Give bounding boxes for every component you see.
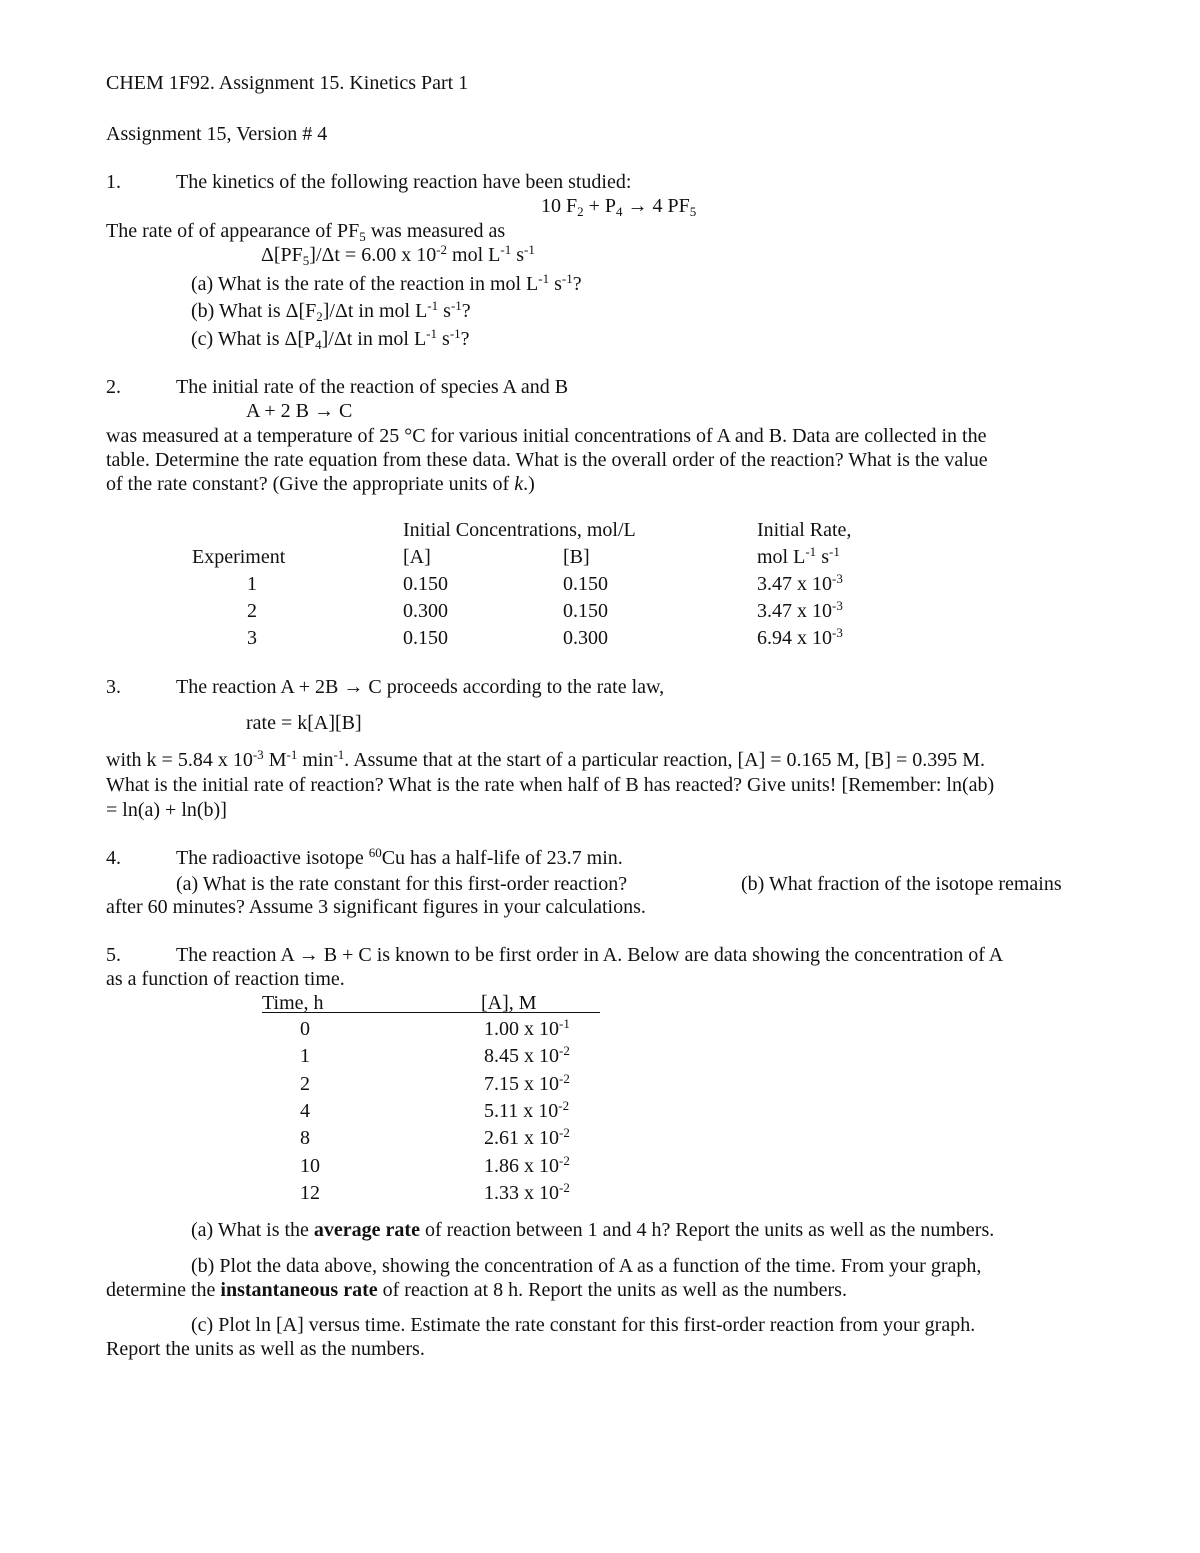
table-cell-experiment: 2 bbox=[247, 600, 257, 622]
q3-text-line3: = ln(a) + ln(b)] bbox=[106, 799, 227, 821]
table-cell-conc: 1.00 x $10^{-1}$ bbox=[484, 1016, 570, 1040]
table-cell-conc: 8.45 x $10^{-2}$ bbox=[484, 1043, 570, 1067]
table-cell-time: 4 bbox=[300, 1100, 310, 1122]
q5-part-c-line1: (c) Plot ln [A] versus time. Estimate the rate constant for this first-order reaction from your graph. bbox=[191, 1314, 976, 1336]
table-cell-conc-a: 0.150 bbox=[403, 573, 448, 595]
table-cell-conc-a: 0.150 bbox=[403, 627, 448, 649]
q5-intro-line2: as a function of reaction time. bbox=[106, 968, 345, 990]
q5-table-col-time: Time, h bbox=[262, 992, 324, 1014]
q4-part-b: (b) What fraction of the isotope remains bbox=[741, 873, 1062, 895]
q1-intro: The kinetics of the following reaction have been studied: bbox=[176, 171, 632, 193]
q2-text-line2: table. Determine the rate equation from these data. What is the overall order of the reaction? What is the value bbox=[106, 449, 988, 471]
q5-part-b-line2: determine the instantaneous rate of reaction at 8 h. Report the units as well as the numbers. bbox=[106, 1279, 847, 1301]
table-cell-conc-b: 0.300 bbox=[563, 627, 608, 649]
q2-equation: A + 2 B → C bbox=[246, 400, 353, 422]
q2-intro: The initial rate of the reaction of species A and B bbox=[176, 376, 569, 398]
q4-number: 4. bbox=[106, 847, 121, 869]
table-cell-time: 1 bbox=[300, 1045, 310, 1067]
course-title: CHEM 1F92. Assignment 15. Kinetics Part 1 bbox=[106, 72, 469, 94]
table-cell-rate: 3.47 x $10^{-3}$ bbox=[757, 598, 843, 622]
q4-text-line2: after 60 minutes? Assume 3 significant figures in your calculations. bbox=[106, 896, 646, 918]
table-cell-conc: 7.15 x $10^{-2}$ bbox=[484, 1071, 570, 1095]
q1-rate-value: $\Delta[PF_5]/\Delta t = 6.00$ x $10^{-2}$ mol $L^{-1}$ $s^{-1}$ bbox=[261, 242, 535, 268]
table-cell-time: 0 bbox=[300, 1018, 310, 1040]
table-cell-conc: 1.33 x $10^{-2}$ bbox=[484, 1180, 570, 1204]
table-cell-experiment: 1 bbox=[247, 573, 257, 595]
q1-measured-text: The rate of of appearance of $PF_5$ was measured as bbox=[106, 220, 506, 244]
q3-rate-law: rate = k[A][B] bbox=[246, 712, 362, 734]
q3-text-line1: with k = 5.84 x $10^{-3}$ $M^{-1}$ $\min^{-1}$. Assume that at the start of a particular reaction, [A] = 0.165 M, [B] = 0.395 M. bbox=[106, 747, 986, 771]
q2-table-group-header: Initial Concentrations, mol/L bbox=[403, 519, 636, 541]
table-cell-conc: 1.86 x $10^{-2}$ bbox=[484, 1153, 570, 1177]
table-cell-conc-b: 0.150 bbox=[563, 600, 608, 622]
table-cell-experiment: 3 bbox=[247, 627, 257, 649]
q5-part-b-line1: (b) Plot the data above, showing the concentration of A as a function of the time. From your graph, bbox=[191, 1255, 982, 1277]
q5-part-c-line2: Report the units as well as the numbers. bbox=[106, 1338, 425, 1360]
table-cell-conc: 2.61 x $10^{-2}$ bbox=[484, 1125, 570, 1149]
q1-part-b: (b) What is $\Delta[F_2]/\Delta t$ in mol $L^{-1}$ $s^{-1}$? bbox=[191, 298, 471, 324]
q2-table-col-a: [A] bbox=[403, 546, 431, 568]
q1-number: 1. bbox=[106, 171, 121, 193]
q2-text-line1: was measured at a temperature of 25 °C for various initial concentrations of A and B. Data are collected in the bbox=[106, 425, 987, 447]
table-cell-rate: 6.94 x $10^{-3}$ bbox=[757, 625, 843, 649]
table-cell-time: 12 bbox=[300, 1182, 320, 1204]
table-cell-time: 8 bbox=[300, 1127, 310, 1149]
table-cell-rate: 3.47 x $10^{-3}$ bbox=[757, 571, 843, 595]
q4-part-a: (a) What is the rate constant for this first-order reaction? bbox=[176, 873, 628, 895]
q4-intro: The radioactive isotope $^{60}$Cu has a half-life of 23.7 min. bbox=[176, 845, 623, 869]
q2-table-col-experiment: Experiment bbox=[192, 546, 286, 568]
q3-text-line2: What is the initial rate of reaction? What is the rate when half of B has reacted? Give units! [Remember: ln(ab) bbox=[106, 774, 995, 796]
table-cell-time: 2 bbox=[300, 1073, 310, 1095]
q2-table-rate-header: Initial Rate, bbox=[757, 519, 852, 541]
q1-equation: 10 $F_2 + P_4 \to 4$ $PF_5$ bbox=[541, 195, 697, 219]
q2-text-line3: of the rate constant? (Give the appropriate units of k.) bbox=[106, 473, 535, 495]
q5-number: 5. bbox=[106, 944, 121, 966]
q1-part-c: (c) What is $\Delta[P_4]/\Delta t$ in mol $L^{-1}$ $s^{-1}$? bbox=[191, 326, 470, 352]
q1-part-a: (a) What is the rate of the reaction in mol $L^{-1}$ $s^{-1}$? bbox=[191, 271, 582, 295]
q2-number: 2. bbox=[106, 376, 121, 398]
q3-number: 3. bbox=[106, 676, 121, 698]
q5-table-col-conc: [A], M bbox=[481, 992, 537, 1014]
table-cell-conc-a: 0.300 bbox=[403, 600, 448, 622]
table-cell-time: 10 bbox=[300, 1155, 320, 1177]
version-line: Assignment 15, Version # 4 bbox=[106, 123, 328, 145]
q3-intro: The reaction A + 2B → C proceeds according to the rate law, bbox=[176, 676, 665, 698]
q5-intro: The reaction A → B + C is known to be first order in A. Below are data showing the concentration of A bbox=[176, 944, 1004, 966]
table-cell-conc: 5.11 x $10^{-2}$ bbox=[484, 1098, 570, 1122]
q5-part-a: (a) What is the average rate of reaction between 1 and 4 h? Report the units as well as the numbers. bbox=[191, 1219, 995, 1241]
q2-table-col-b: [B] bbox=[563, 546, 590, 568]
q2-table-rate-unit: mol $L^{-1}$ $s^{-1}$ bbox=[757, 544, 840, 568]
table-cell-conc-b: 0.150 bbox=[563, 573, 608, 595]
